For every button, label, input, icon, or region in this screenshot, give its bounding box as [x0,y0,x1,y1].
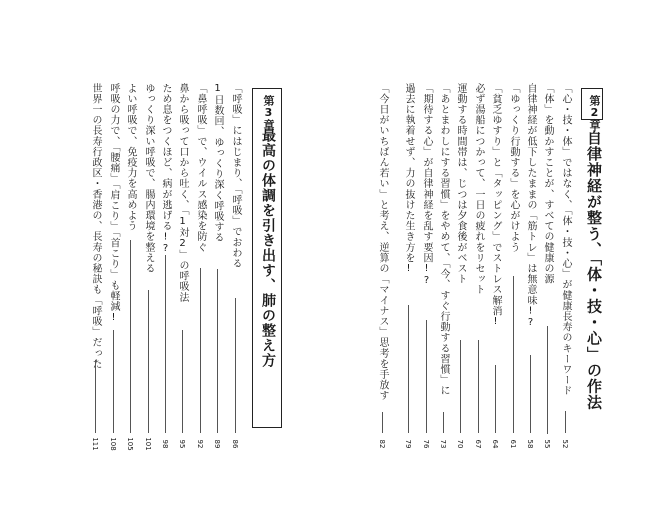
chapter-2-entry: 「あとまわしにする習慣」をやめて、「今、すぐ行動する習慣」に [438,83,449,396]
chapter-2-entry: 自律神経が低下したままの「筋トレ」は無意味!? [525,83,536,329]
chapter-3-entry: よい呼吸で、免疫力を高めよう [125,83,136,232]
chapter-2-entry: 「体」を動かすことが、すべての健康の源 [542,83,553,285]
leader-line [217,269,218,433]
chapter-3-entry: ゆっくり深い呼吸で、腸内環境を整える [143,83,154,274]
page-number: 111 [91,437,99,451]
chapter-3-entry: 「鼻呼吸」で、ウイルス感染を防ぐ [195,83,206,253]
chapter-2-title: 自律神経が整う、「体・技・心」の作法 [585,130,603,411]
leader-line [530,355,531,433]
leader-line [200,268,201,433]
leader-line [113,330,114,433]
chapter-3-entry: ため息をつくほど、病が逃げる!? [160,83,171,255]
leader-line [382,412,383,433]
chapter-2-entry: 「期待する心」が自律神経を乱す要因!? [421,83,432,287]
page-number: 86 [231,439,239,449]
leader-line [148,290,149,433]
page-number: 70 [456,439,464,449]
chapter-2-entry: 「今日がいちばん若い」と考え、逆算の「マイナス」思考を手放す [377,83,388,401]
leader-line [235,298,236,433]
chapter-3-entry: 世界一の長寿行政区・香港の、長寿の秘訣も「呼吸」だった [90,83,101,370]
chapter-3-entry: 鼻から吸って口から吐く、「1対2」の呼吸法 [177,83,188,303]
page-number: 76 [422,439,430,449]
page-number: 58 [526,439,534,449]
leader-line [426,320,427,433]
page-number: 98 [161,439,169,449]
chapter-2-entry: 「貧乏ゆすり」と「タッピング」でストレス解消! [490,83,501,328]
page-number: 101 [144,437,152,451]
page-number: 89 [213,439,221,449]
leader-line [478,340,479,433]
page-number: 64 [491,439,499,449]
page-number: 52 [561,439,569,449]
leader-line [443,412,444,433]
chapter-2-entry: 必ず湯船につかって、一日の疲れをリセット [473,83,484,295]
leader-line [165,255,166,433]
page-number: 105 [126,437,134,451]
chapter-2-label: 第2章 [588,95,601,130]
leader-line [513,276,514,433]
page-number: 61 [509,439,517,449]
leader-line [565,411,566,433]
chapter-3-label: 第3章 [262,95,275,130]
page-number: 92 [196,439,204,449]
leader-line [95,360,96,433]
page-number: 95 [178,439,186,449]
chapter-3-entry: 呼吸の力で、「腰痛」「肩こり」「首こり」も軽減! [108,83,119,324]
chapter-3-title: 最高の体調を引き出す、肺の整え方 [260,128,276,368]
page-number: 108 [109,437,117,451]
chapter-2-entry: 過去に執着せず、力の抜けた生き方を! [403,83,414,275]
chapter-3-entry: 「呼吸」にはじまり、「呼吸」でおわる [230,83,241,269]
leader-line [130,240,131,433]
chapter-2-entry: 「心・技・体」ではなく、「体・技・心」が健康長寿のキーワード [560,83,571,396]
leader-line [182,330,183,433]
leader-line [547,326,548,434]
chapter-3-entry: 1日数回、ゆっくり深く呼吸する [212,83,223,243]
leader-line [460,340,461,433]
page-number: 67 [474,439,482,449]
page-number: 55 [543,439,551,449]
chapter-2-entry: 「ゆっくり行動する」を心がけよう [508,83,519,253]
chapter-2-entry: 運動する時間帯は、じつは夕食後がベスト [455,83,466,285]
page-number: 82 [378,439,386,449]
page-number: 73 [439,439,447,449]
leader-line [495,365,496,433]
page-number: 79 [404,439,412,449]
leader-line [408,305,409,433]
